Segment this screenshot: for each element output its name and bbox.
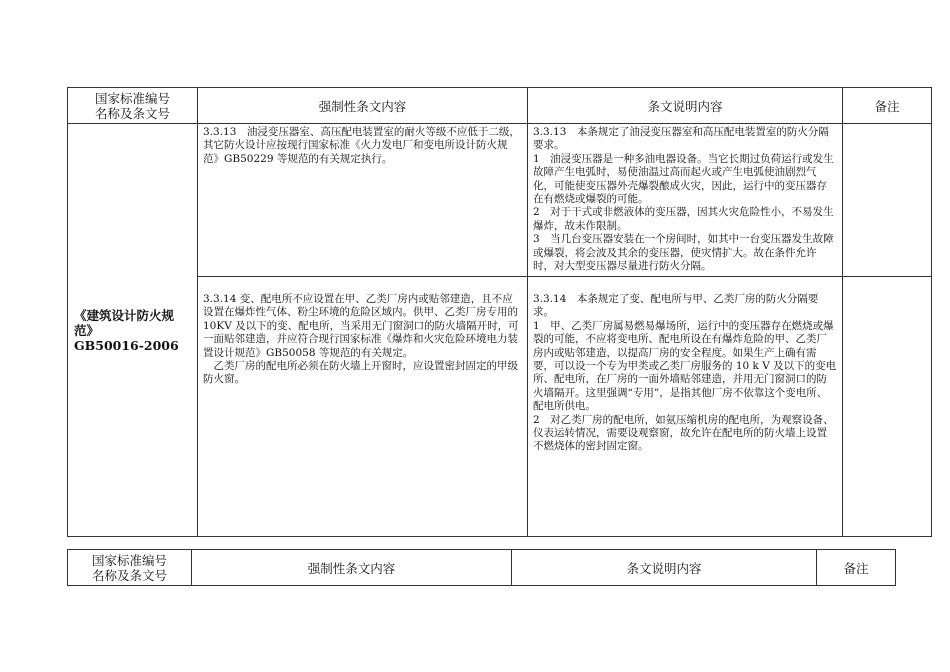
explanation-cell xyxy=(528,124,843,277)
standard-name-cell xyxy=(68,124,198,537)
clause-text: 3.3.13 油浸变压器室、高压配电装置室的耐火等级不应低于二级，其它防火设计应按现行国家标准《火力发电厂和变电所设计防火规范》GB50229 等规范的有关规定执行。 xyxy=(203,126,520,165)
header-standard-number xyxy=(68,550,192,586)
clause-cell xyxy=(198,277,528,537)
explanation-text: 2 对乙类厂房的配电所，如氨压缩机房的配电所，为观察设备、仪表运转情况，需要设观察窗，故允许在配电所的防火墙上设置不燃烧体的密封固定窗。 xyxy=(533,413,834,453)
clause-text: 乙类厂房的配电所必须在防火墙上开窗时，应设置密封固定的甲级防火窗。 xyxy=(203,360,518,386)
header-col1-line2: 名称及条文号 xyxy=(91,567,167,583)
header-mandatory-clause: 强制性条文内容 xyxy=(198,88,528,124)
explanation-text: 3.3.13 本条规定了油浸变压器室和高压配电装置室的防火分隔要求。 xyxy=(533,126,829,152)
header-col1-line2: 名称及条文号 xyxy=(94,105,170,121)
header-col1-line1: 国家标准编号 xyxy=(94,90,170,106)
explanation-text: 3 当几台变压器安装在一个房间时，如其中一台变压器发生故障或爆裂，将会波及其余的变压器，使灾情扩大。故在条件允许时，对大型变压器尽量进行防火分隔。 xyxy=(533,233,834,273)
remark-cell xyxy=(843,124,932,277)
header-mandatory-clause: 强制性条文内容 xyxy=(192,550,512,586)
explanation-text: 2 对于干式或非燃液体的变压器，因其火灾危险性小，不易发生爆炸，故未作限制。 xyxy=(533,206,834,232)
standard-name-line1: 《建筑设计防火规 xyxy=(74,307,175,323)
standard-name-line2: 范》 xyxy=(74,322,100,338)
table-row xyxy=(68,277,932,537)
header-remark: 备注 xyxy=(843,88,932,124)
explanation-cell xyxy=(528,277,843,537)
standards-table-continued xyxy=(67,549,896,586)
clause-text: 3.3.14 变、配电所不应设置在甲、乙类厂房内或贴邻建造，且不应设置在爆炸性气体、粉尘环境的危险区域内。供甲、乙类厂房专用的 10KV 及以下的变、配电所，当采用无门窗洞口的防火墙隔开时，可一面贴邻建造，并应符合现行国家标准《爆炸和火灾危险环境电力装置设计规范》GB50058 等规范的有关规定。 xyxy=(203,293,519,359)
explanation-text: 1 甲、乙类厂房属易燃易爆场所，运行中的变压器存在燃烧或爆裂的可能，不应将变电所、配电所设在有爆炸危险的甲、乙类厂房内或贴邻建造，以提高厂房的安全程度。如果生产上确有需要，可以设一个专为甲类或乙类厂房服务的 10 k V 及以下的变电所、配电所，在厂房的一面外墙贴邻建造，并用无门窗洞口的防火墙隔开。这里强调“专用”，是指其他厂房不依靠这个变电所、配电所供电。 xyxy=(533,319,837,413)
header-standard-number xyxy=(68,88,198,124)
header-remark: 备注 xyxy=(817,550,896,586)
table-header-row xyxy=(68,550,896,586)
header-col1-line1: 国家标准编号 xyxy=(91,552,167,568)
explanation-text: 3.3.14 本条规定了变、配电所与甲、乙类厂房的防火分隔要求。 xyxy=(533,293,819,319)
standard-code: GB50016-2006 xyxy=(74,337,179,353)
explanation-text: 1 油浸变压器是一种多油电器设备。当它长期过负荷运行或发生故障产生电弧时，易使油温过高而起火或产生电弧使油剧烈气化，可能使变压器外壳爆裂酿成火灾，因此，运行中的变压器存在有燃烧或爆裂的可能。 xyxy=(533,152,834,206)
header-explanation: 条文说明内容 xyxy=(512,550,817,586)
header-explanation: 条文说明内容 xyxy=(528,88,843,124)
clause-cell xyxy=(198,124,528,277)
standards-table xyxy=(67,87,932,537)
table-header-row xyxy=(68,88,932,124)
remark-cell xyxy=(843,277,932,537)
table-row xyxy=(68,124,932,277)
